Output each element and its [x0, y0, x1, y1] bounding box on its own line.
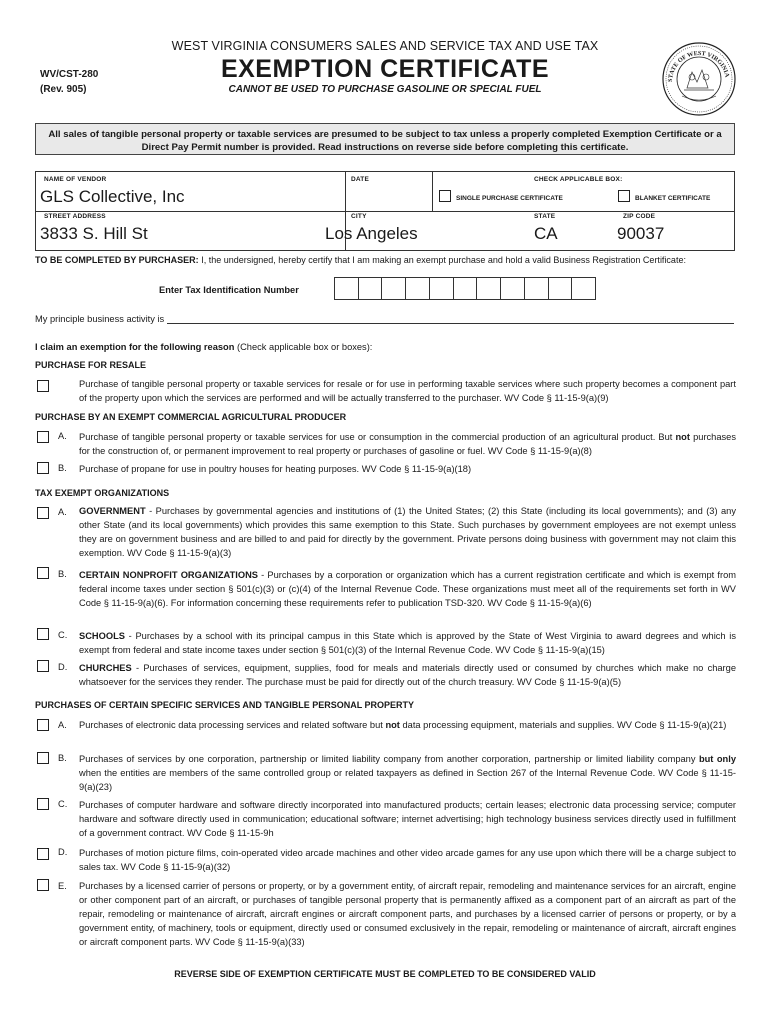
churches-text: CHURCHES - Purchases of services, equipment, supplies, food for meals and materials directly used or consumed by churches which make no charge whatsoever for the services they render. The purchase must be paid for directly out of the church treasury. WV Code § 11-15-9(a)(5) — [79, 663, 736, 687]
controlled-group-letter: B. — [58, 753, 67, 763]
schools-text: SCHOOLS - Purchases by a school with its principal campus in this State which is approved by the State of West Virginia to award degrees and which is exempt from federal and state income taxes under section § 501(c)(3) of the Internal Revenue Code. WV Code § 11-15-9(a)(15) — [79, 631, 736, 655]
controlled-group-text: Purchases of services by one corporation, partnership or limited liability company from another corporation, partnership or limited liability company but only when the entities are members of the same controlled group or related taxpayers as defined in Section 267 of the Internal Revenue Code. WV Code § 11-15-9(a)(23) — [79, 754, 736, 792]
city-label: CITY — [351, 213, 367, 220]
edp-services-checkbox[interactable] — [37, 719, 49, 731]
schools-checkbox[interactable] — [37, 628, 49, 640]
computer-hardware-letter: C. — [58, 799, 68, 809]
tax-exempt-heading: TAX EXEMPT ORGANIZATIONS — [35, 488, 170, 498]
specific-services-heading: PURCHASES OF CERTAIN SPECIFIC SERVICES AND TANGIBLE PERSONAL PROPERTY — [35, 700, 415, 710]
nonprofit-letter: B. — [58, 569, 67, 579]
agricultural-b-letter: B. — [58, 463, 67, 473]
date-field[interactable] — [351, 187, 429, 207]
churches-checkbox[interactable] — [37, 660, 49, 672]
motion-picture-text: Purchases of motion picture films, coin-operated video arcade machines and other video arcade games for any use upon which there will be a charge subject to sales tax. WV Code § 11-15-9(a)(32) — [79, 848, 736, 872]
business-activity-label: My principle business activity is — [35, 314, 165, 324]
presumption-notice: All sales of tangible personal property or taxable services are presumed to be subject to tax unless a properly completed Exemption Certificate or a Direct Pay Permit number is provided. Read instructions on reverse side before completing this certificate. — [35, 123, 735, 155]
zip-code-label: ZIP CODE — [623, 213, 656, 220]
computer-hardware-checkbox[interactable] — [37, 798, 49, 810]
blanket-certificate-checkbox[interactable] — [618, 190, 630, 202]
agricultural-a-letter: A. — [58, 431, 67, 441]
business-activity-field[interactable] — [167, 323, 734, 324]
purchaser-heading: TO BE COMPLETED BY PURCHASER: — [35, 255, 199, 265]
edp-services-text: Purchases of electronic data processing services and related software but not data processing equipment, materials and supplies. WV Code § 11-15-9(a)(21) — [79, 720, 727, 730]
seal-text: STATE OF WEST VIRGINIA — [666, 49, 731, 83]
form-subtitle: CANNOT BE USED TO PURCHASE GASOLINE OR SPECIAL FUEL — [228, 84, 542, 95]
agricultural-b-text: Purchase of propane for use in poultry houses for heating purposes. WV Code § 11-15-9(a)(18) — [79, 464, 472, 474]
vendor-name-label: NAME OF VENDOR — [44, 176, 107, 183]
state-field[interactable]: CA — [534, 224, 558, 243]
form-agency-line: WEST VIRGINIA CONSUMERS SALES AND SERVICE TAX AND USE TAX — [171, 39, 599, 53]
purchaser-certification — [35, 254, 686, 268]
zip-code-field[interactable]: 90037 — [617, 224, 665, 243]
edp-services-letter: A. — [58, 720, 67, 730]
street-address-field[interactable]: 3833 S. Hill St — [40, 224, 148, 243]
tin-label: Enter Tax Identification Number — [159, 285, 299, 295]
claim-exemption-instruction: (Check applicable box or boxes): — [234, 342, 373, 352]
agricultural-a-text: Purchase of tangible personal property or taxable services for use or consumption in the commercial production of an agricultural product. But not purchases for the construction of, or permanent improvement to real property or purchases of gasoline or fuel. WV Code § 11-15-9(a)(8) — [79, 432, 736, 456]
city-field[interactable]: Los Angeles — [325, 224, 418, 243]
resale-checkbox[interactable] — [37, 380, 49, 392]
reverse-side-notice: REVERSE SIDE OF EXEMPTION CERTIFICATE MUST BE COMPLETED TO BE CONSIDERED VALID — [174, 969, 596, 979]
government-letter: A. — [58, 507, 67, 517]
single-purchase-label: SINGLE PURCHASE CERTIFICATE — [456, 195, 563, 202]
state-seal-icon — [662, 42, 736, 116]
form-number: WV/CST-280 — [40, 69, 99, 80]
agricultural-a-checkbox[interactable] — [37, 431, 49, 443]
nonprofit-text: CERTAIN NONPROFIT ORGANIZATIONS - Purchases by a corporation or organization which has a current registration certificate and which is exempt from federal income taxes under section § 501(c)(3) or (c)(4) of the Internal Revenue Code. These organizations must meet all of the requirements set forth in WV Code § 11-15-9(a)(6). For information concerning these requirements refer to publication TSD-320. WV Code § 11-15-9(a)(6) — [79, 570, 736, 608]
vendor-row-divider — [35, 211, 735, 212]
date-label: DATE — [351, 176, 370, 183]
purchaser-certification-text: I, the undersigned, hereby certify that I am making an exempt purchase and hold a valid Business Registration Certificate: — [198, 255, 686, 265]
blanket-certificate-label: BLANKET CERTIFICATE — [635, 195, 711, 202]
schools-letter: C. — [58, 630, 68, 640]
agricultural-b-checkbox[interactable] — [37, 462, 49, 474]
aircraft-text: Purchases by a licensed carrier of persons or property, or by a government entity, of aircraft repair, remodeling and maintenance services for an aircraft, engine or other component part of an aircraft, or purchases of tangible personal property that is permanently affixed as a component part of an aircraft as part of the repair, remodeling or maintenance of aircraft, aircraft engines or aircraft component parts, and purchases by a licensed carrier of persons or property, or by a government entity, of machinery, tools or equipment, directly used or consumed exclusively in the repair, remodeling or maintenance of aircraft, aircraft engines or aircraft component parts. WV Code § 11-15-9(a)(33) — [79, 881, 736, 947]
single-purchase-checkbox[interactable] — [439, 190, 451, 202]
date-column-divider — [432, 171, 433, 211]
controlled-group-checkbox[interactable] — [37, 752, 49, 764]
tin-input-boxes[interactable] — [334, 277, 596, 300]
claim-exemption-heading: I claim an exemption for the following reason — [35, 342, 235, 352]
check-applicable-label: CHECK APPLICABLE BOX: — [534, 176, 623, 183]
aircraft-letter: E. — [58, 881, 67, 891]
resale-text: Purchase of tangible personal property or taxable services for resale or for use in performing taxable services where such property becomes a component part of the property upon which the services are performed and will be actually transferred to the purchaser. WV Code § 11-15-9(a)(9) — [79, 379, 736, 403]
claim-exemption-line — [35, 342, 372, 352]
agricultural-heading: PURCHASE BY AN EXEMPT COMMERCIAL AGRICULTURAL PRODUCER — [35, 412, 347, 422]
form-title: EXEMPTION CERTIFICATE — [220, 55, 550, 83]
motion-picture-letter: D. — [58, 847, 68, 857]
form-revision: (Rev. 905) — [40, 84, 87, 95]
nonprofit-checkbox[interactable] — [37, 567, 49, 579]
street-address-label: STREET ADDRESS — [44, 213, 106, 220]
state-label: STATE — [534, 213, 556, 220]
motion-picture-checkbox[interactable] — [37, 848, 49, 860]
government-checkbox[interactable] — [37, 507, 49, 519]
vendor-name-field[interactable]: GLS Collective, Inc — [40, 187, 185, 206]
aircraft-checkbox[interactable] — [37, 879, 49, 891]
churches-letter: D. — [58, 662, 68, 672]
resale-heading: PURCHASE FOR RESALE — [35, 360, 147, 370]
computer-hardware-text: Purchases of computer hardware and software directly incorporated into manufactured products; certain leases; electronic data processing service; computer hardware and software directly used in communication; educational software; internet advertising; high technology business services directly used in fulfillment of a government contract. WV Code § 11-15-9h — [79, 800, 736, 838]
government-text: GOVERNMENT - Purchases by governmental agencies and institutions of (1) the United States; (2) this State (including its local governments); and (3) any other State (and its local governments) which provides this same exemption to this State. Such purchases by government employees are not exempt unless they are on government business and are billed to and paid for directly by the government. Private persons doing business with government may not claim this exemption. WV Code § 11-15-9(a)(3) — [79, 506, 736, 558]
